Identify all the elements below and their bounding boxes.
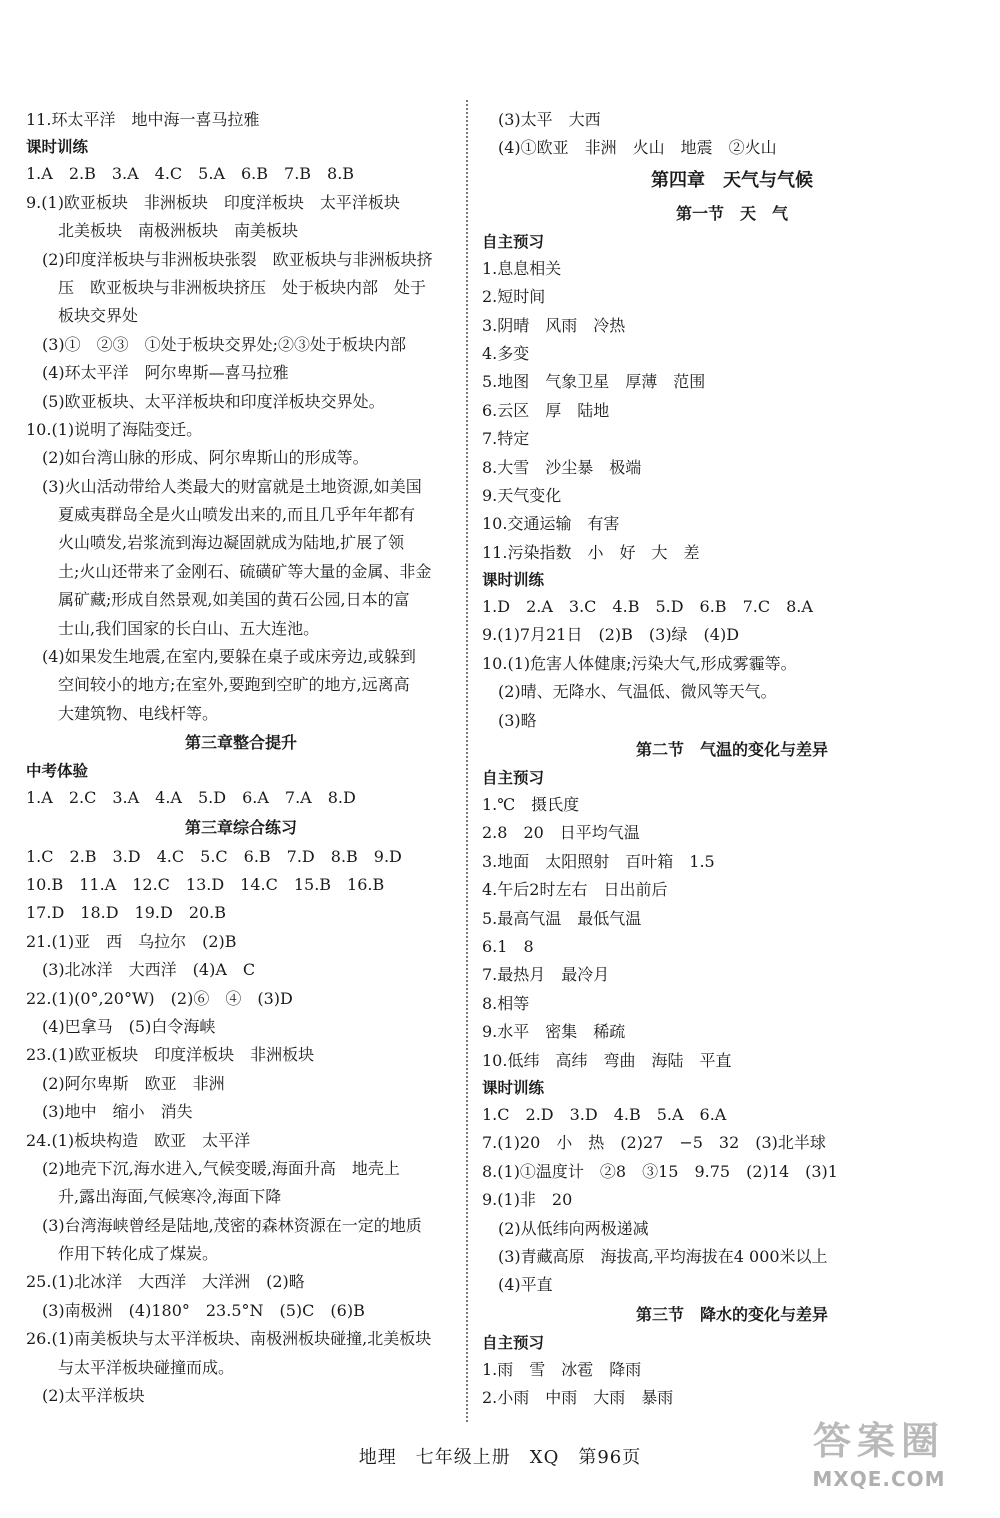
answer-line: 23.(1)欧亚板块 印度洋板块 非洲板块 [26, 1045, 315, 1065]
subsection-label: 课时训练 [482, 570, 545, 590]
answer-line: (3)地中 缩小 消失 [26, 1102, 193, 1122]
answer-line: 7.特定 [482, 429, 530, 449]
answer-line: 10.低纬 高纬 弯曲 海陆 平直 [482, 1050, 732, 1070]
answer-line: 21.(1)亚 西 乌拉尔 (2)B [26, 931, 237, 951]
answer-line: (3)略 [482, 710, 537, 730]
answer-line: 大建筑物、电线杆等。 [26, 703, 219, 723]
answer-line: 土;火山还带来了金刚石、硫磺矿等大量的金属、非金 [26, 561, 432, 581]
section-title: 第二节 气温的变化与差异 [635, 740, 828, 760]
answer-line: 8.(1)①温度计 ②8 ③15 9.75 (2)14 (3)1 [482, 1161, 838, 1181]
watermark-url: MXQE.COM [812, 1467, 946, 1491]
subsection-label: 自主预习 [482, 1332, 545, 1352]
answer-line: (2)晴、无降水、气温低、微风等天气。 [482, 682, 777, 702]
section-title: 第三节 降水的变化与差异 [635, 1304, 828, 1324]
answer-line: 火山喷发,岩浆流到海边凝固就成为陆地,扩展了领 [26, 533, 405, 553]
answer-line: 1.D 2.A 3.C 4.B 5.D 6.B 7.C 8.A [482, 597, 813, 617]
answer-line: (3)南极洲 (4)180° 23.5°N (5)C (6)B [26, 1300, 365, 1320]
answer-line: 升,露出海面,气候寒冷,海面下降 [26, 1187, 282, 1207]
answer-line: 1.A 2.C 3.A 4.A 5.D 6.A 7.A 8.D [26, 788, 356, 808]
answer-line: 1.C 2.D 3.D 4.B 5.A 6.A [482, 1104, 727, 1124]
answer-line: (3)火山活动带给人类最大的财富就是土地资源,如美国 [26, 476, 422, 496]
section-title: 第三章综合练习 [184, 817, 297, 837]
answer-line: 9.(1)非 20 [482, 1190, 573, 1210]
answer-line: 10.(1)危害人体健康;污染大气,形成雾霾等。 [482, 653, 797, 673]
answer-line: 25.(1)北冰洋 大西洋 大洋洲 (2)略 [26, 1272, 305, 1292]
answer-line: 1.A 2.B 3.A 4.C 5.A 6.B 7.B 8.B [26, 164, 355, 184]
answer-line: 3.地面 太阳照射 百叶箱 1.5 [482, 851, 715, 871]
section-title: 第三章整合提升 [184, 733, 297, 753]
answer-line: 与太平洋板块碰撞而成。 [26, 1357, 235, 1377]
answer-line: 8.大雪 沙尘暴 极端 [482, 457, 642, 477]
answer-line: (4)环太平洋 阿尔卑斯—喜马拉雅 [26, 363, 289, 383]
answer-line: 10.(1)说明了海陆变迁。 [26, 419, 203, 439]
right-column [482, 106, 982, 1412]
answer-line: (3)① ②③ ①处于板块交界处;②③处于板块内部 [26, 334, 407, 354]
answer-line: 空间较小的地方;在室外,要跑到空旷的地方,远离高 [26, 675, 410, 695]
answer-line: (3)北冰洋 大西洋 (4)A C [26, 960, 256, 980]
subsection-label: 自主预习 [482, 768, 545, 788]
subsection-label: 自主预习 [482, 231, 545, 251]
answer-line: 压 欧亚板块与非洲板块挤压 处于板块内部 处于 [26, 277, 427, 297]
answer-line: 11.环太平洋 地中海一喜马拉雅 [26, 110, 260, 129]
answer-line: (4)平直 [482, 1275, 553, 1295]
answer-line: 6.1 8 [482, 936, 534, 956]
answer-line: 2.8 20 日平均气温 [482, 823, 640, 843]
answer-line: (3)台湾海峡曾经是陆地,茂密的森林资源在一定的地质 [26, 1215, 422, 1235]
answer-line: 属矿藏;形成自然景观,如美国的黄石公园,日本的富 [26, 590, 410, 610]
answer-line: 22.(1)(0°,20°W) (2)⑥ ④ (3)D [26, 988, 293, 1008]
answer-line: (4)①欧亚 非洲 火山 地震 ②火山 [482, 138, 777, 158]
watermark-title: 答案圈 [812, 1419, 945, 1463]
answer-line: 26.(1)南美板块与太平洋板块、南极洲板块碰撞,北美板块 [26, 1329, 432, 1349]
answer-line: 4.多变 [482, 343, 530, 363]
answer-line: 1.雨 雪 冰雹 降雨 [482, 1359, 642, 1379]
answer-line: (4)如果发生地震,在室内,要躲在桌子或床旁边,或躲到 [26, 647, 416, 667]
answer-line: 夏威夷群岛全是火山喷发出来的,而且几乎年年都有 [26, 505, 416, 525]
section-title: 第一节 天 气 [675, 203, 788, 223]
answer-line: 板块交界处 [26, 306, 139, 326]
answer-line: 3.阴晴 风雨 冷热 [482, 315, 626, 335]
answer-line: (2)如台湾山脉的形成、阿尔卑斯山的形成等。 [26, 448, 369, 468]
answer-line: 士山,我们国家的长白山、五大连池。 [26, 618, 320, 638]
answer-line: (3)青藏高原 海拔高,平均海拔在4 000米以上 [482, 1246, 828, 1266]
answer-line: (2)从低纬向两极递减 [482, 1218, 649, 1238]
answer-line: 8.相等 [482, 993, 530, 1013]
answer-line: 9.水平 密集 稀疏 [482, 1022, 626, 1042]
page-footer: 地理 七年级上册 XQ 第96页 [358, 1447, 642, 1468]
answer-line: (2)太平洋板块 [26, 1386, 145, 1406]
answer-line: 5.地图 气象卫星 厚薄 范围 [482, 372, 706, 392]
answer-line: 2.小雨 中雨 大雨 暴雨 [482, 1388, 674, 1408]
chapter-title: 第四章 天气与气候 [651, 169, 813, 191]
answer-line: (5)欧亚板块、太平洋板块和印度洋板块交界处。 [26, 391, 385, 411]
answer-line: 7.(1)20 小 热 (2)27 −5 32 (3)北半球 [482, 1133, 826, 1153]
subsection-label: 中考体验 [26, 761, 89, 781]
answer-line: 9.天气变化 [482, 485, 562, 505]
answer-line: 作用下转化成了煤炭。 [26, 1244, 219, 1264]
answer-line: 11.污染指数 小 好 大 差 [482, 542, 700, 562]
answer-line: (2)阿尔卑斯 欧亚 非洲 [26, 1073, 225, 1093]
answer-line: (2)地壳下沉,海水进入,气候变暖,海面升高 地壳上 [26, 1158, 400, 1178]
left-column [26, 106, 456, 1410]
answer-line: 24.(1)板块构造 欧亚 太平洋 [26, 1130, 251, 1150]
answer-line: 6.云区 厚 陆地 [482, 400, 610, 420]
answer-line: 17.D 18.D 19.D 20.B [26, 903, 227, 923]
answer-line: 10.B 11.A 12.C 13.D 14.C 15.B 16.B [26, 874, 385, 894]
answer-line: 1.息息相关 [482, 258, 562, 278]
answer-line: 7.最热月 最冷月 [482, 965, 610, 985]
answer-line: (4)巴拿马 (5)白令海峡 [26, 1016, 216, 1036]
answer-line: 1.C 2.B 3.D 4.C 5.C 6.B 7.D 8.B 9.D [26, 846, 402, 866]
answer-line: 2.短时间 [482, 287, 546, 307]
subsection-label: 课时训练 [482, 1077, 545, 1097]
subsection-label: 课时训练 [26, 137, 89, 157]
answer-line: 北美板块 南极洲板块 南美板块 [26, 221, 299, 241]
watermark-logo [774, 1410, 984, 1500]
answer-line: 9.(1)7月21日 (2)B (3)绿 (4)D [482, 625, 740, 645]
answer-line: (2)印度洋板块与非洲板块张裂 欧亚板块与非洲板块挤 [26, 249, 433, 269]
answer-line: 1.℃ 摄氏度 [482, 795, 580, 815]
column-divider [466, 100, 468, 1422]
answer-line: 10.交通运输 有害 [482, 514, 620, 534]
answer-line: 4.午后2时左右 日出前后 [482, 880, 668, 900]
answer-line: 9.(1)欧亚板块 非洲板块 印度洋板块 太平洋板块 [26, 192, 400, 212]
answer-line: 5.最高气温 最低气温 [482, 908, 642, 928]
answer-line: (3)太平 大西 [482, 110, 601, 129]
